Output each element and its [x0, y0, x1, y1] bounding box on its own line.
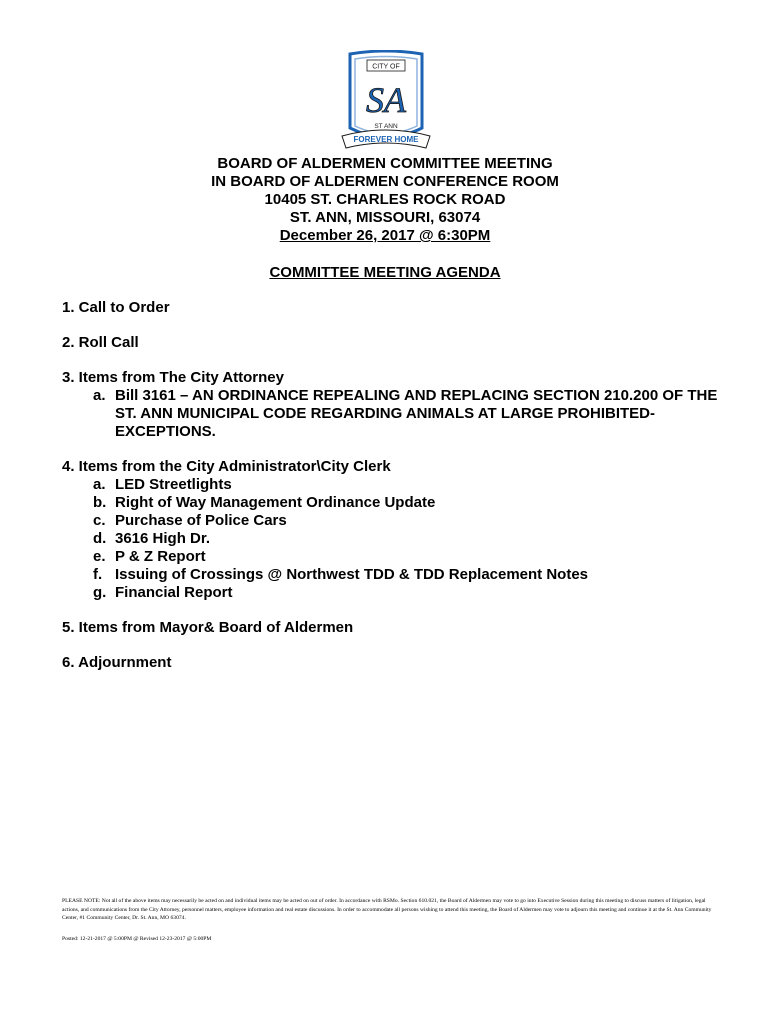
sub-item-text: P & Z Report	[115, 548, 206, 565]
agenda-item	[62, 334, 742, 352]
posted-line: Posted: 12-21-2017 @ 5:00PM @ Revised 12-23-2017 @ 5:00PM	[62, 936, 212, 942]
sub-item-list	[62, 387, 742, 441]
sub-item-letter: a.	[93, 387, 106, 404]
sub-item-list	[62, 476, 742, 602]
agenda-item-label: 3. Items from The City Attorney	[62, 369, 284, 386]
sub-item-letter: d.	[93, 530, 107, 547]
agenda-item-label: 4. Items from the City Administrator\City Clerk	[62, 458, 391, 475]
agenda-item	[62, 458, 742, 602]
sub-item	[93, 476, 742, 494]
header-line-1: BOARD OF ALDERMEN COMMITTEE MEETING	[217, 155, 553, 172]
logo-bottom-text: ST ANN	[374, 123, 398, 130]
sub-item-text: LED Streetlights	[115, 476, 232, 493]
agenda-item	[62, 619, 742, 637]
logo-ribbon-text: FOREVER HOME	[353, 135, 419, 144]
sub-item-letter: c.	[93, 512, 106, 529]
sub-item-letter: b.	[93, 494, 107, 511]
header-line-2: IN BOARD OF ALDERMEN CONFERENCE ROOM	[211, 173, 559, 190]
sub-item-letter: a.	[93, 476, 106, 493]
agenda-item-label: 5. Items from Mayor& Board of Aldermen	[62, 619, 354, 636]
sub-item	[93, 494, 742, 512]
meeting-date: December 26, 2017 @ 6:30PM	[279, 227, 491, 244]
sub-item-letter: e.	[93, 548, 106, 565]
sub-item	[93, 566, 742, 584]
logo-top-text: CITY OF	[372, 63, 400, 71]
sub-item-text: Right of Way Management Ordinance Update	[115, 494, 436, 511]
sub-item-text: 3616 High Dr.	[115, 530, 211, 547]
sub-item	[93, 584, 742, 602]
logo-monogram: SA	[366, 80, 406, 120]
meeting-header	[0, 155, 770, 245]
sub-item-letter: f.	[93, 566, 103, 583]
header-line-4: ST. ANN, MISSOURI, 63074	[289, 209, 481, 226]
sub-item	[93, 530, 742, 548]
header-line-3: 10405 ST. CHARLES ROCK ROAD	[264, 191, 506, 208]
sub-item-text: Financial Report	[115, 584, 233, 601]
sub-item	[93, 548, 742, 566]
sub-item-text: Issuing of Crossings @ Northwest TDD & TDD Replacement Notes	[115, 566, 589, 583]
agenda-list	[62, 299, 742, 689]
agenda-item	[62, 369, 742, 441]
agenda-item-label: 6. Adjournment	[62, 654, 172, 671]
sub-item	[93, 512, 742, 530]
agenda-title: COMMITTEE MEETING AGENDA	[269, 264, 501, 281]
sub-item-letter: g.	[93, 584, 107, 601]
agenda-item-label: 2. Roll Call	[62, 334, 139, 351]
sub-item	[93, 387, 742, 441]
sub-item-text: Purchase of Police Cars	[115, 512, 287, 529]
agenda-item	[62, 654, 742, 672]
legal-note: PLEASE NOTE: Not all of the above items may necessarily be acted on and individual items may be acted on out of order. In accordance with RSMo. Section 610.021, the Board of Aldermen may vote to go into Executive Session during this meeting to discuss matters of litigation, legal actions, and communications from the City Attorney, personnel matters, employee information and real estate discussions. In order to accommodate all persons wishing to attend this meeting, the Board of Aldermen may vote to adjourn this meeting and continue it at the St. Ann Community Center, #1 Community Center, Dr. St. Ann, MO 63074.	[62, 898, 712, 922]
city-logo	[340, 50, 432, 162]
sub-item-text: Bill 3161 – AN ORDINANCE REPEALING AND REPLACING SECTION 210.200 OF THE ST. ANN MUNICIPAL CODE REGARDING ANIMALS AT LARGE PROHIBITED- EXCEPTIONS.	[115, 387, 718, 440]
agenda-item	[62, 299, 742, 317]
agenda-item-label: 1. Call to Order	[62, 299, 170, 316]
